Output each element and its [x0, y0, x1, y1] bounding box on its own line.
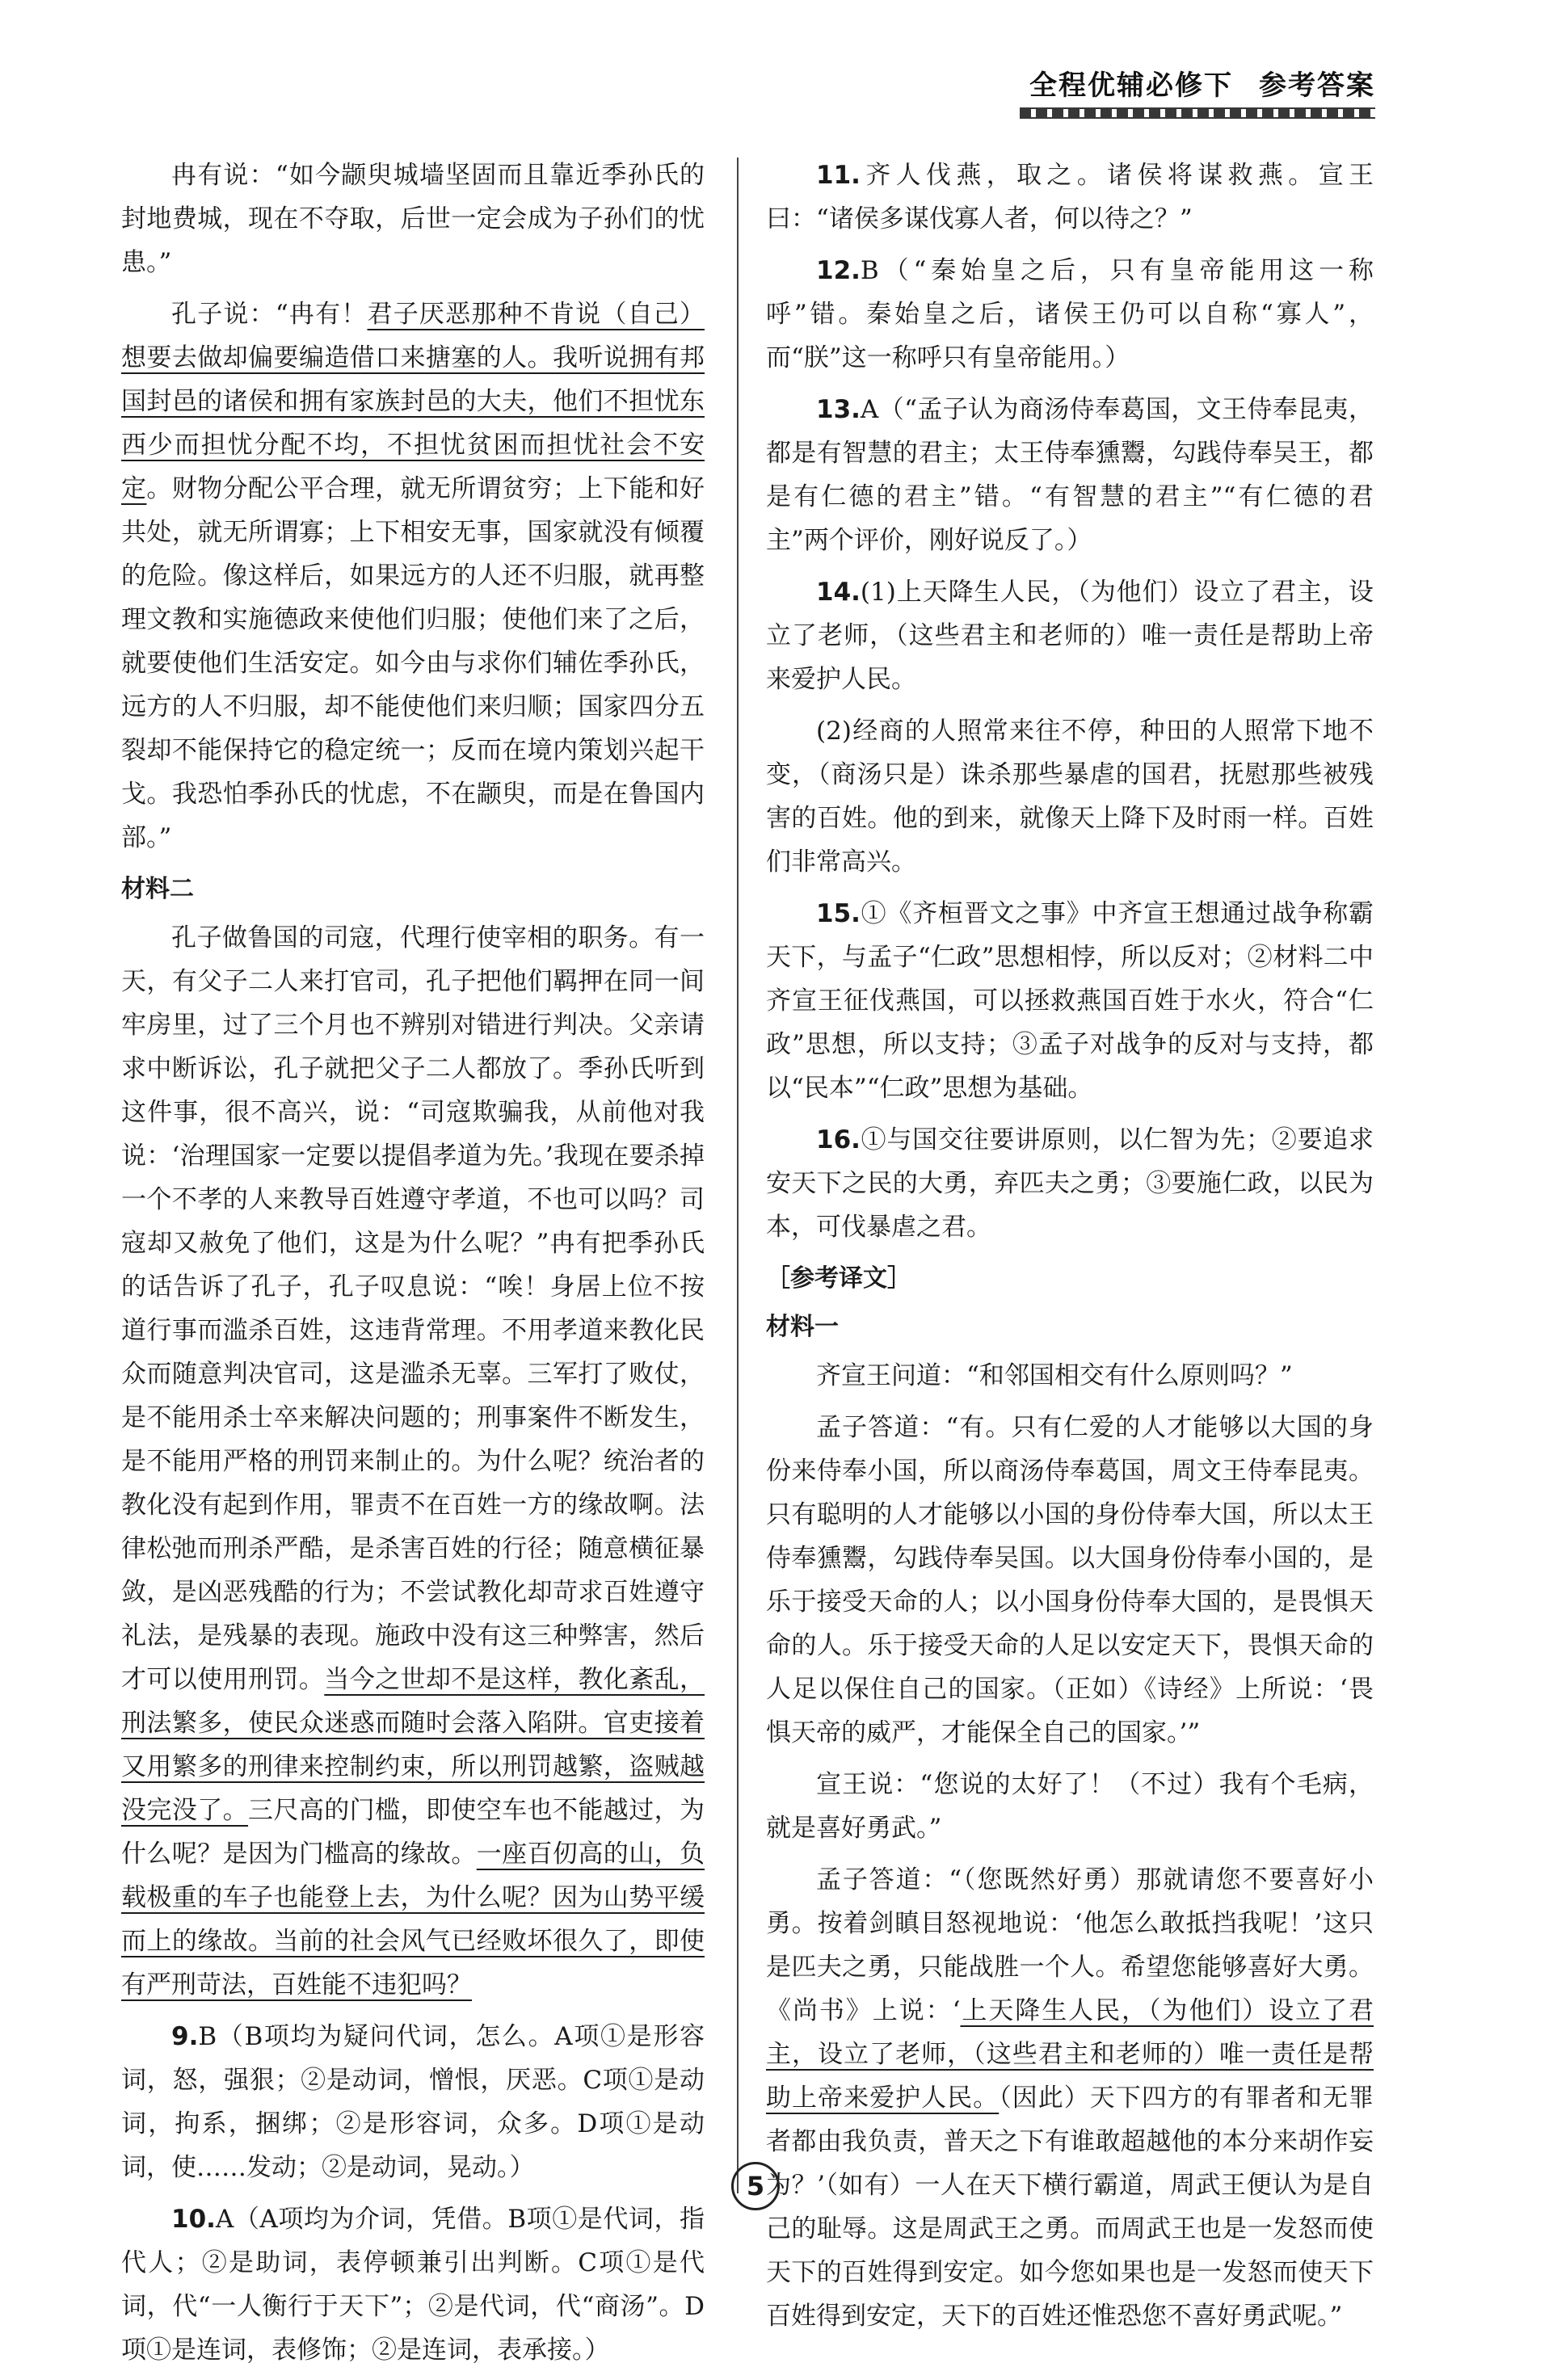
- paragraph: [121, 292, 705, 860]
- text-run: 孔子说：“冉有！: [171, 300, 368, 329]
- answer-text: ①《齐桓晋文之事》中齐宣王想通过战争称霸天下，与孟子“仁政”思想相悖，所以反对；②材料二中齐宣王征伐燕国，可以拯救燕国百姓于水火，符合“仁政”思想，所以支持；③孟子对战争的反对与支持，都以“民本”“仁政”思想为基础。: [766, 899, 1374, 1103]
- question-number: 12.: [816, 256, 861, 285]
- text-run: 三尺高的门槛，即使空车也不能越过，为什么呢？是因为门槛高的缘故。: [121, 1796, 705, 1869]
- question-number: 16.: [816, 1125, 861, 1154]
- header-title: [1020, 63, 1375, 103]
- paragraph: [766, 1858, 1374, 2338]
- underlined-text: 一座百仞高的山，负载极重的车子也能登上去，为什么呢？因为山势平缓而上的缘故。当前的社会风气已经败坏很久了，即使有严刑苛法，百姓能不违犯吗？: [121, 1840, 705, 1999]
- answer-13: [766, 388, 1374, 562]
- section-heading-material-1: 材料一: [766, 1313, 839, 1341]
- answer-11: [766, 153, 1374, 241]
- answer-9: [121, 2015, 705, 2189]
- section-heading-material-2: 材料二: [121, 875, 194, 903]
- column-divider: [737, 158, 739, 2193]
- question-number: 11.: [816, 161, 861, 190]
- answer-text: A（A项均为介词，凭借。B项①是代词，指代人；②是助词，表停顿兼引出判断。C项①是代词，代“一人衡行于天下”；②是代词，代“商汤”。D项①是连词，表修饰；②是连词，表承接。）: [121, 2205, 705, 2365]
- question-number: 13.: [816, 395, 861, 424]
- paragraph: [121, 916, 705, 2007]
- left-column: [121, 153, 705, 2380]
- answer-text: B（“秦始皇之后，只有皇帝能用这一称呼”错。秦始皇之后，诸侯王仍可以自称“寡人”，而“朕”这一称呼只有皇帝能用。）: [766, 256, 1374, 372]
- answer-text: B（B项均为疑问代词，怎么。A项①是形容词，怒，强狠；②是动词，憎恨，厌恶。C项①是动词，拘系，捆绑；②是形容词，众多。D项①是动词，使……发动；②是动词，晃动。）: [121, 2022, 705, 2182]
- question-number: 9.: [171, 2022, 199, 2051]
- answer-14-2: (2)经商的人照常来往不停，种田的人照常下地不变，（商汤只是）诛杀那些暴虐的国君，抚慰那些被残害的百姓。他的到来，就像天上降下及时雨一样。百姓们非常高兴。: [766, 717, 1374, 877]
- question-number: 10.: [171, 2205, 216, 2234]
- text-run: 。财物分配公平合理，就无所谓贫穷；上下能和好共处，就无所谓寡；上下相安无事，国家就没有倾覆的危险。像这样后，如果远方的人还不归服，就再整理文教和实施德政来使他们归服；使他们来了之后，就要使他们生活安定。如今由与求你们辅佐季孙氏，远方的人不归服，却不能使他们来归顺；国家四分五裂却不能保持它的稳定统一；反而在境内策划兴起干戈。我恐怕季孙氏的忧虑，不在颛臾，而是在鲁国内部。”: [121, 474, 705, 852]
- answer-text: 齐人伐燕，取之。诸侯将谋救燕。宣王曰：“诸侯多谋伐寡人者，何以待之？”: [766, 161, 1374, 233]
- answer-12: [766, 249, 1374, 380]
- right-column: [766, 153, 1374, 2346]
- answer-text: (1)上天降生人民，（为他们）设立了君主，设立了老师，（这些君主和老师的）唯一责任是帮助上帝来爱护人民。: [766, 578, 1374, 694]
- section-title: 参考答案: [1259, 69, 1375, 102]
- answer-15: [766, 892, 1374, 1110]
- underlined-text: 当今之世却不是这样，教化紊乱，刑法繁多，使民众迷惑而随时会落入陷阱。官吏接着又用繁多的刑律来控制约束，所以刑罚越繁，盗贼越没完没了。: [121, 1665, 705, 1825]
- paragraph: 冉有说：“如今颛臾城墙坚固而且靠近季孙氏的封地费城，现在不夺取，后世一定会成为子孙们的忧患。”: [121, 161, 705, 277]
- paragraph: 宣王说：“您说的太好了！（不过）我有个毛病，就是喜好勇武。”: [766, 1770, 1374, 1843]
- underlined-text: 上天降生人民，（为他们）设立了君主，设立了老师，（这些君主和老师的）唯一责任是帮助上帝来爱护人民。: [766, 1996, 1374, 2113]
- section-heading-translation: ［参考译文］: [766, 1264, 911, 1293]
- page-number: 5: [731, 2162, 780, 2210]
- question-number: 14.: [816, 578, 861, 607]
- paragraph: 孟子答道：“有。只有仁爱的人才能够以大国的身份来侍奉小国，所以商汤侍奉葛国，周文王侍奉昆夷。只有聪明的人才能够以小国的身份侍奉大国，所以太王侍奉獯鬻，勾践侍奉吴国。以大国身份侍奉小国的，是乐于接受天命的人；以小国身份侍奉大国的，是畏惧天命的人。乐于接受天命的人足以安定天下，畏惧天命的人足以保住自己的国家。（正如）《诗经》上所说：‘畏惧天帝的威严，才能保全自己的国家。’”: [766, 1413, 1374, 1747]
- book-title: 全程优辅必修下: [1029, 69, 1233, 102]
- page-header: [1020, 63, 1375, 119]
- answer-14-1: [766, 570, 1374, 701]
- answer-text: A（“孟子认为商汤侍奉葛国，文王侍奉昆夷，都是有智慧的君主；太王侍奉獯鬻，勾践侍奉吴王，都是有仁德的君主”错。“有智慧的君主”“有仁德的君主”两个评价，刚好说反了。）: [766, 395, 1374, 555]
- text-run: 孟子答道：“（您既然好勇）那就请您不要喜好小勇。按着剑瞋目怒视地说：‘他怎么敢抵挡我呢！’这只是匹夫之勇，只能战胜一个人。希望您能够喜好大勇。《尚书》上说：‘: [766, 1865, 1374, 2025]
- header-decoration: [1020, 107, 1375, 119]
- answer-16: [766, 1118, 1374, 1249]
- text-run: 孔子做鲁国的司寇，代理行使宰相的职务。有一天，有父子二人来打官司，孔子把他们羁押在同一间牢房里，过了三个月也不辨别对错进行判决。父亲请求中断诉讼，孔子就把父子二人都放了。季孙氏听到这件事，很不高兴，说：“司寇欺骗我，从前他对我说：‘治理国家一定要以提倡孝道为先。’我现在要杀掉一个不孝的人来教导百姓遵守孝道，不也可以吗？司寇却又赦免了他们，这是为什么呢？”冉有把季孙氏的话告诉了孔子，孔子叹息说：“唉！身居上位不按道行事而滥杀百姓，这违背常理。不用孝道来教化民众而随意判决官司，这是滥杀无辜。三军打了败仗，是不能用杀士卒来解决问题的；刑事案件不断发生，是不能用严格的刑罚来制止的。为什么呢？统治者的教化没有起到作用，罪责不在百姓一方的缘故啊。法律松弛而刑杀严酷，是杀害百姓的行径；随意横征暴敛，是凶恶残酷的行为；不尝试教化却苛求百姓遵守礼法，是残暴的表现。施政中没有这三种弊害，然后才可以使用刑罚。: [121, 923, 705, 1694]
- answer-10: [121, 2197, 705, 2372]
- answer-text: ①与国交往要讲原则，以仁智为先；②要追求安天下之民的大勇，弃匹夫之勇；③要施仁政，以民为本，可伐暴虐之君。: [766, 1125, 1374, 1242]
- underlined-text: 君子厌恶那种不肯说（自己）想要去做却偏要编造借口来搪塞的人。我听说拥有邦国封邑的诸侯和拥有家族封邑的大夫，他们不担忧东西少而担忧分配不均，不担忧贫困而担忧社会不安定: [121, 300, 705, 503]
- question-number: 15.: [816, 899, 861, 928]
- text-run: （因此）天下四方的有罪者和无罪者都由我负责，普天之下有谁敢超越他的本分来胡作妄为？’（如有）一人在天下横行霸道，周武王便认为是自己的耻辱。这是周武王之勇。而周武王也是一发怒而使天下的百姓得到安定。如今您如果也是一发怒而使天下百姓得到安定，天下的百姓还惟恐您不喜好勇武呢。”: [766, 2084, 1374, 2331]
- paragraph: 齐宣王问道：“和邻国相交有什么原则吗？”: [816, 1361, 1293, 1390]
